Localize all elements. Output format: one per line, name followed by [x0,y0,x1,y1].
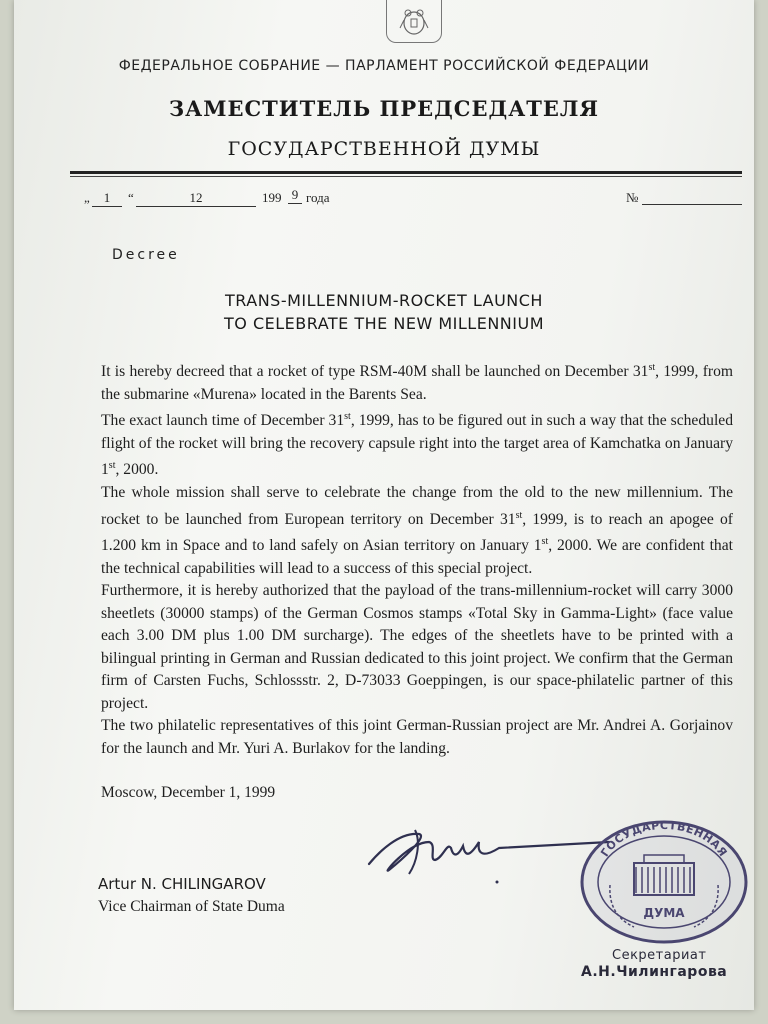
date-year-suffix: года [306,190,330,205]
document-page [14,0,754,1010]
document-heading: Decree [112,247,180,263]
document-title-line1: TRANS-MILLENNIUM-ROCKET LAUNCH [225,291,543,310]
place-date: Moscow, December 1, 1999 [101,784,276,801]
letterhead-organization: ФЕДЕРАЛЬНОЕ СОБРАНИЕ — ПАРЛАМЕНТ РОССИЙСКОЙ ФЕДЕРАЦИИ [118,58,650,74]
document-title-line2: TO CELEBRATE THE NEW MILLENNIUM [224,314,544,333]
date-year-field [288,187,302,204]
signer-name: Artur N. CHILINGAROV [98,875,266,893]
letterhead-rule-thick [70,171,742,174]
signer-title: Vice Chairman of State Duma [98,898,285,915]
date-line [84,187,744,208]
number-label: № [626,190,639,205]
letterhead-rule-thin [70,176,742,177]
stamp-label-secretariat: Секретариат [612,948,707,963]
paragraph-1: It is hereby decreed that a rocket of type RSM-40M shall be launched on December 31st, 1999, from the submarine «Murena» located in the Barents Sea. [101,362,734,403]
stamp-ring-text: ГОСУДАРСТВЕННАЯ [598,818,730,860]
paragraph-5: The two philatelic representatives of this joint German-Russian project are Mr. Andrei A. Gorjainov for the launch and Mr. Yuri A. Burlakov for the landing. [101,717,733,757]
letterhead-subtitle: ГОСУДАРСТВЕННОЙ ДУМЫ [227,138,541,160]
date-day-field [92,190,122,207]
number-field [642,190,742,205]
document-body [101,357,733,760]
letterhead-title: ЗАМЕСТИТЕЛЬ ПРЕДСЕДАТЕЛЯ [168,96,600,121]
date-year-prefix: 199 [262,190,282,205]
date-quote-close: “ [128,190,134,205]
stamp-bottom-text: ДУМА [643,906,685,920]
date-year-digit: 9 [291,187,299,202]
double-headed-eagle-icon [397,4,431,38]
date-quote-open: „ [84,190,90,205]
date-day-value: 1 [103,190,111,205]
stamp-label-name: А.Н.Чилингарова [581,964,728,980]
official-stamp [574,815,754,950]
paragraph-3: The whole mission shall serve to celebrate the change from the old to the new millennium. The rocket to be launched from European territory on December 31st, 1999, is to reach an apogee of 1.200 km in Space and to land safely on Asian territory on January 1st, 2000. We are confident that the technical capabilities will lead to a success of this special project. [101,484,733,577]
coat-of-arms-emblem [386,0,442,43]
paragraph-4: Furthermore, it is hereby authorized that the payload of the trans-millennium-rocket will carry 3000 sheetlets (30000 stamps) of the German Cosmos stamps «Total Sky in Gamma-Light» (face value each 3.00 DM plus 1.00 DM surcharge). The edges of the sheetlets have to be printed with a bilingual printing in German and Russian dedicated to this joint project. We confirm that the German firm of Carsten Fuchs, Schlossstr. 2, D-73033 Goeppingen, is our space-philatelic partner of this project. [101,582,733,712]
paragraph-2: The exact launch time of December 31st, 1999, has to be figured out in such a way that the scheduled flight of the rocket will bring the recovery capsule right into the target area of Kamchatka on January 1st, 2000. [101,411,733,479]
date-month-field [136,190,256,207]
date-month-value: 12 [189,190,203,205]
